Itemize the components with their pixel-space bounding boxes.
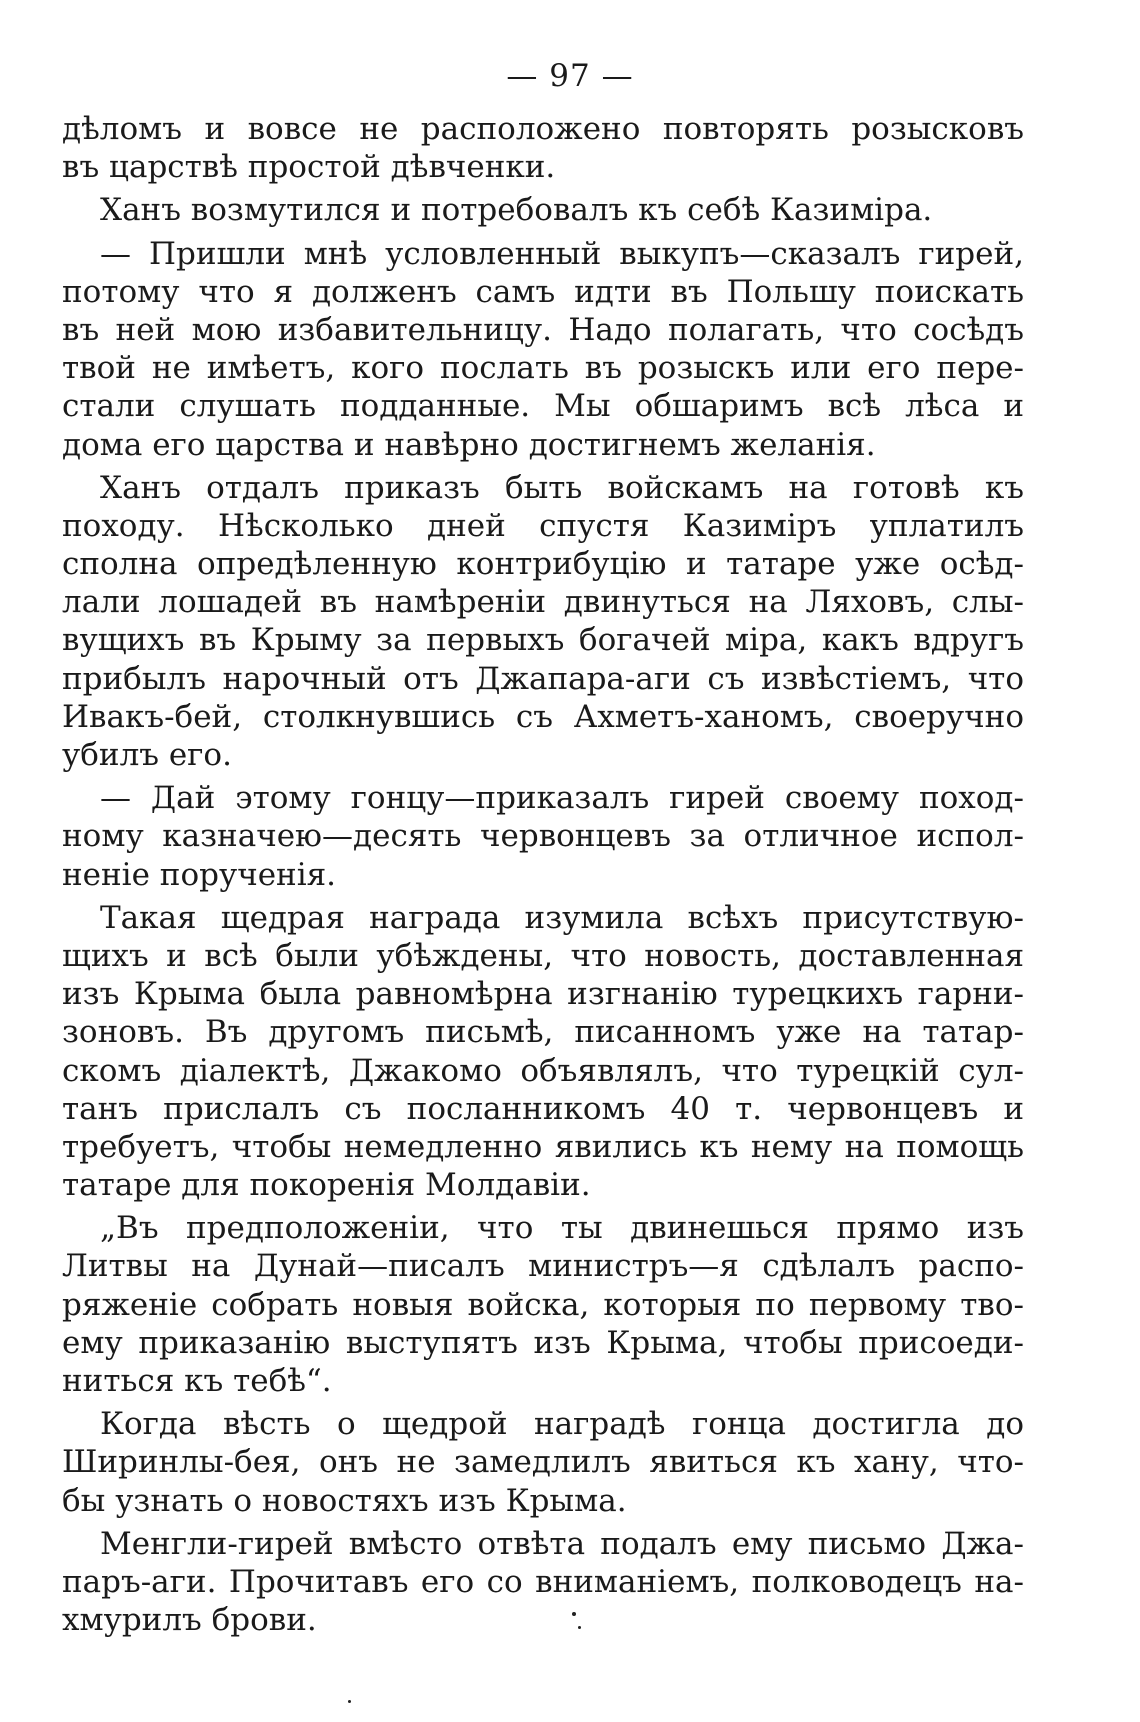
text-line: Ханъ отдалъ приказъ быть войскамъ на готовѣ къ	[100, 469, 1024, 506]
text-line: прибылъ нарочный отъ Джапара-аги съ извѣстіемъ, что	[62, 660, 1024, 697]
ink-speck	[578, 1626, 581, 1629]
text-line: щихъ и всѣ были убѣждены, что новость, доставленная	[62, 937, 1024, 974]
ink-speck	[572, 1612, 576, 1616]
text-line: дома его царства и навѣрно достигнемъ желанія.	[62, 426, 876, 463]
text-line: въ ней мою избавительницу. Надо полагать, что сосѣдъ	[62, 311, 1024, 348]
text-line: паръ-аги. Прочитавъ его со вниманіемъ, полководецъ на-	[62, 1563, 1024, 1600]
text-line: потому что я долженъ самъ идти въ Польшу поискать	[62, 273, 1024, 310]
text-line: Ханъ возмутился и потребовалъ къ себѣ Казиміра.	[100, 192, 933, 229]
text-line: вущихъ въ Крыму за первыхъ богачей міра, какъ вдругъ	[62, 622, 1024, 659]
text-line: ному казначею—десять червонцевъ за отличное испол-	[62, 818, 1024, 855]
text-line: ряженіе собрать новыя войска, которыя по первому тво-	[62, 1286, 1024, 1323]
text-line: ниться къ тебѣ“.	[62, 1363, 332, 1399]
text-line: походу. Нѣсколько дней спустя Казиміръ уплатилъ	[62, 507, 1024, 544]
paragraph	[62, 899, 1024, 1205]
text-line: Когда вѣсть о щедрой наградѣ гонца достигла до	[100, 1406, 1024, 1443]
paragraph	[62, 1209, 1024, 1400]
text-line: Ивакъ-бей, столкнувшись съ Ахметъ-ханомъ, своеручно	[62, 698, 1024, 735]
text-line: — Дай этому гонцу—приказалъ гирей своему поход-	[100, 780, 1024, 817]
paragraph	[62, 235, 1024, 464]
text-line: лали лошадей въ намѣреніи двинуться на Ляховъ, слы-	[62, 584, 1024, 621]
text-line: стали слушать подданные. Мы обшаримъ всѣ лѣса и	[62, 388, 1024, 425]
paragraph	[62, 779, 1024, 894]
text-line: „Въ предположеніи, что ты двинешься прямо изъ	[100, 1210, 1024, 1247]
paragraph	[62, 191, 1024, 229]
paragraph	[62, 110, 1024, 186]
paragraph	[62, 1525, 1024, 1640]
body-text	[62, 110, 1024, 1639]
text-line: танъ прислалъ съ посланникомъ 40 т. червонцевъ и	[62, 1090, 1024, 1127]
text-line: хмурилъ брови.	[62, 1602, 317, 1639]
text-line: неніе порученія.	[62, 856, 337, 893]
text-line: скомъ діалектѣ, Джакомо объявлялъ, что турецкій сул-	[62, 1052, 1024, 1089]
ink-speck	[348, 1700, 351, 1703]
text-line: татаре для покоренія Молдавіи.	[62, 1167, 591, 1204]
text-line: дѣломъ и вовсе не расположено повторять розысковъ	[62, 111, 1024, 147]
text-line: Литвы на Дунай—писалъ министръ—я сдѣлалъ распо-	[62, 1248, 1024, 1285]
text-line: требуетъ, чтобы немедленно явились къ нему на помощь	[62, 1128, 1024, 1165]
text-line: Менгли-гирей вмѣсто отвѣта подалъ ему письмо Джа-	[100, 1525, 1024, 1562]
text-line: зоновъ. Въ другомъ письмѣ, писанномъ уже на татар-	[62, 1014, 1024, 1051]
text-line: ему приказанію выступятъ изъ Крыма, чтобы присоеди-	[62, 1324, 1024, 1361]
text-line: бы узнать о новостяхъ изъ Крыма.	[62, 1482, 627, 1519]
text-line: твой не имѣетъ, кого послать въ розыскъ или его пере-	[62, 350, 1024, 387]
text-line: изъ Крыма была равномѣрна изгнанію турецкихъ гарни-	[62, 976, 1024, 1013]
page-number: — 97 —	[506, 58, 634, 94]
text-line: сполна опредѣленную контрибуцію и татаре уже осѣд-	[62, 546, 1024, 583]
text-line: убилъ его.	[62, 737, 232, 773]
paragraph	[62, 1405, 1024, 1520]
text-line: Ширинлы-бея, онъ не замедлилъ явиться къ хану, что-	[62, 1444, 1024, 1481]
text-line: Такая щедрая награда изумила всѣхъ присутствую-	[100, 899, 1024, 936]
text-line: — Пришли мнѣ условленный выкупъ—сказалъ гирей,	[100, 235, 1024, 272]
paragraph	[62, 469, 1024, 775]
text-line: въ царствѣ простой дѣвченки.	[62, 149, 556, 186]
